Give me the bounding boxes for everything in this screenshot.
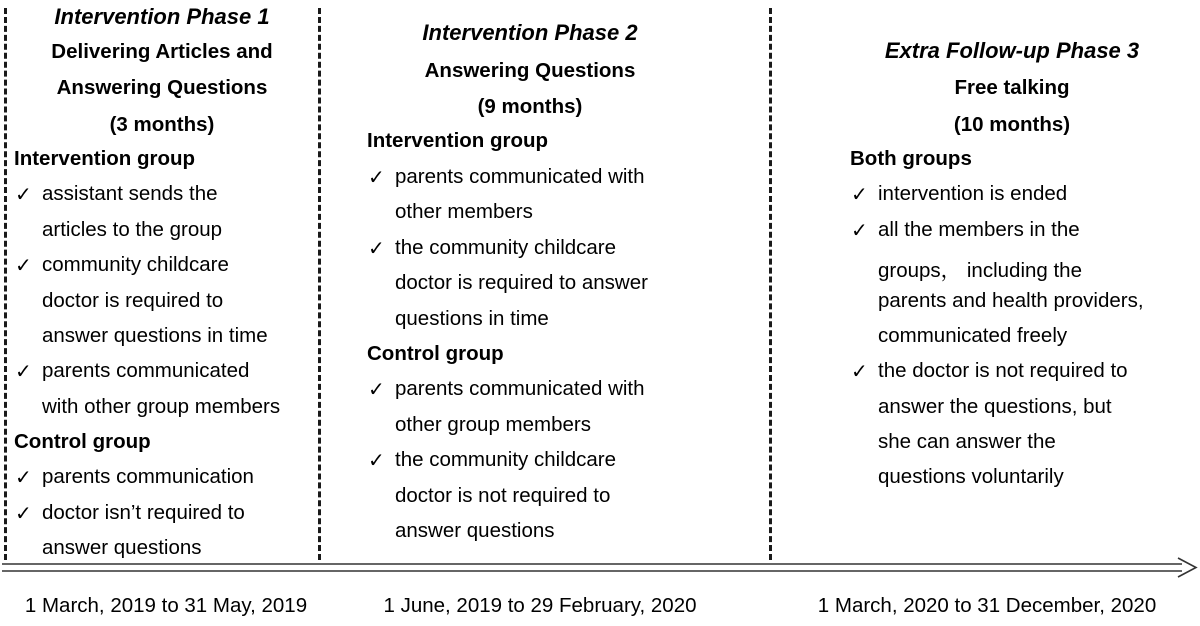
phase-1-subtitle-line: Delivering Articles and <box>51 40 273 63</box>
phase-1-duration: (3 months) <box>109 113 215 136</box>
phase-3-date-range: 1 March, 2020 to 31 December, 2020 <box>817 594 1157 617</box>
phase-3-duration: (10 months) <box>953 113 1071 136</box>
phase-2-duration: (9 months) <box>477 95 583 118</box>
list-item: intervention is ended <box>878 182 1068 205</box>
phase-1-intervention-group-heading: Intervention group <box>14 147 196 170</box>
check-icon: ✓ <box>368 379 385 401</box>
list-item: questions voluntarily <box>878 465 1064 488</box>
check-icon: ✓ <box>15 184 32 206</box>
phase-divider-left-edge <box>4 8 7 560</box>
check-icon: ✓ <box>368 450 385 472</box>
list-item: she can answer the <box>878 430 1056 453</box>
phase-1-subtitle-line: Answering Questions <box>56 76 268 99</box>
list-item: answer questions <box>395 519 555 542</box>
check-icon: ✓ <box>851 220 868 242</box>
check-icon: ✓ <box>368 167 385 189</box>
phase-3-both-groups-heading: Both groups <box>850 147 972 170</box>
list-item: other group members <box>395 413 591 436</box>
check-icon: ✓ <box>15 255 32 277</box>
list-item: articles to the group <box>42 218 223 241</box>
list-item: doctor is required to answer <box>395 271 648 294</box>
list-item: parents communicated with <box>395 377 645 400</box>
list-item: with other group members <box>42 395 281 418</box>
list-item: groups， including the <box>878 259 1082 282</box>
phase-1-title: Intervention Phase 1 <box>54 4 270 29</box>
check-icon: ✓ <box>851 184 868 206</box>
phase-3-title: Extra Follow-up Phase 3 <box>884 38 1140 63</box>
check-icon: ✓ <box>15 503 32 525</box>
list-item: doctor is not required to <box>395 484 611 507</box>
list-item: other members <box>395 200 533 223</box>
list-item: the community childcare <box>395 448 617 471</box>
list-item: doctor is required to <box>42 289 224 312</box>
list-item: the doctor is not required to <box>878 359 1128 382</box>
phase-2-intervention-group-heading: Intervention group <box>367 129 549 152</box>
list-item: questions in time <box>395 307 549 330</box>
check-icon: ✓ <box>15 467 32 489</box>
phase-2-subtitle-line: Answering Questions <box>424 59 636 82</box>
list-item: answer the questions, but <box>878 395 1112 418</box>
phase-divider-1-2 <box>318 8 321 560</box>
phase-divider-2-3 <box>769 8 772 560</box>
list-item: community childcare <box>42 253 229 276</box>
list-item: all the members in the <box>878 218 1080 241</box>
phase-1-control-group-heading: Control group <box>14 430 151 453</box>
list-item: parents communicated with <box>395 165 645 188</box>
list-item: answer questions in time <box>42 324 268 347</box>
phase-3-subtitle-line: Free talking <box>954 76 1070 99</box>
check-icon: ✓ <box>368 238 385 260</box>
list-item: parents communication <box>42 465 254 488</box>
phase-2-date-range: 1 June, 2019 to 29 February, 2020 <box>383 594 697 617</box>
check-icon: ✓ <box>851 361 868 383</box>
list-item: communicated freely <box>878 324 1068 347</box>
list-item: parents communicated <box>42 359 250 382</box>
list-item: assistant sends the <box>42 182 218 205</box>
phase-2-title: Intervention Phase 2 <box>422 20 638 45</box>
list-item: the community childcare <box>395 236 617 259</box>
phase-2-control-group-heading: Control group <box>367 342 504 365</box>
list-item: parents and health providers, <box>878 289 1144 312</box>
list-item: doctor isn’t required to <box>42 501 245 524</box>
phase-1-date-range: 1 March, 2019 to 31 May, 2019 <box>24 594 308 617</box>
list-item: answer questions <box>42 536 202 559</box>
check-icon: ✓ <box>15 361 32 383</box>
